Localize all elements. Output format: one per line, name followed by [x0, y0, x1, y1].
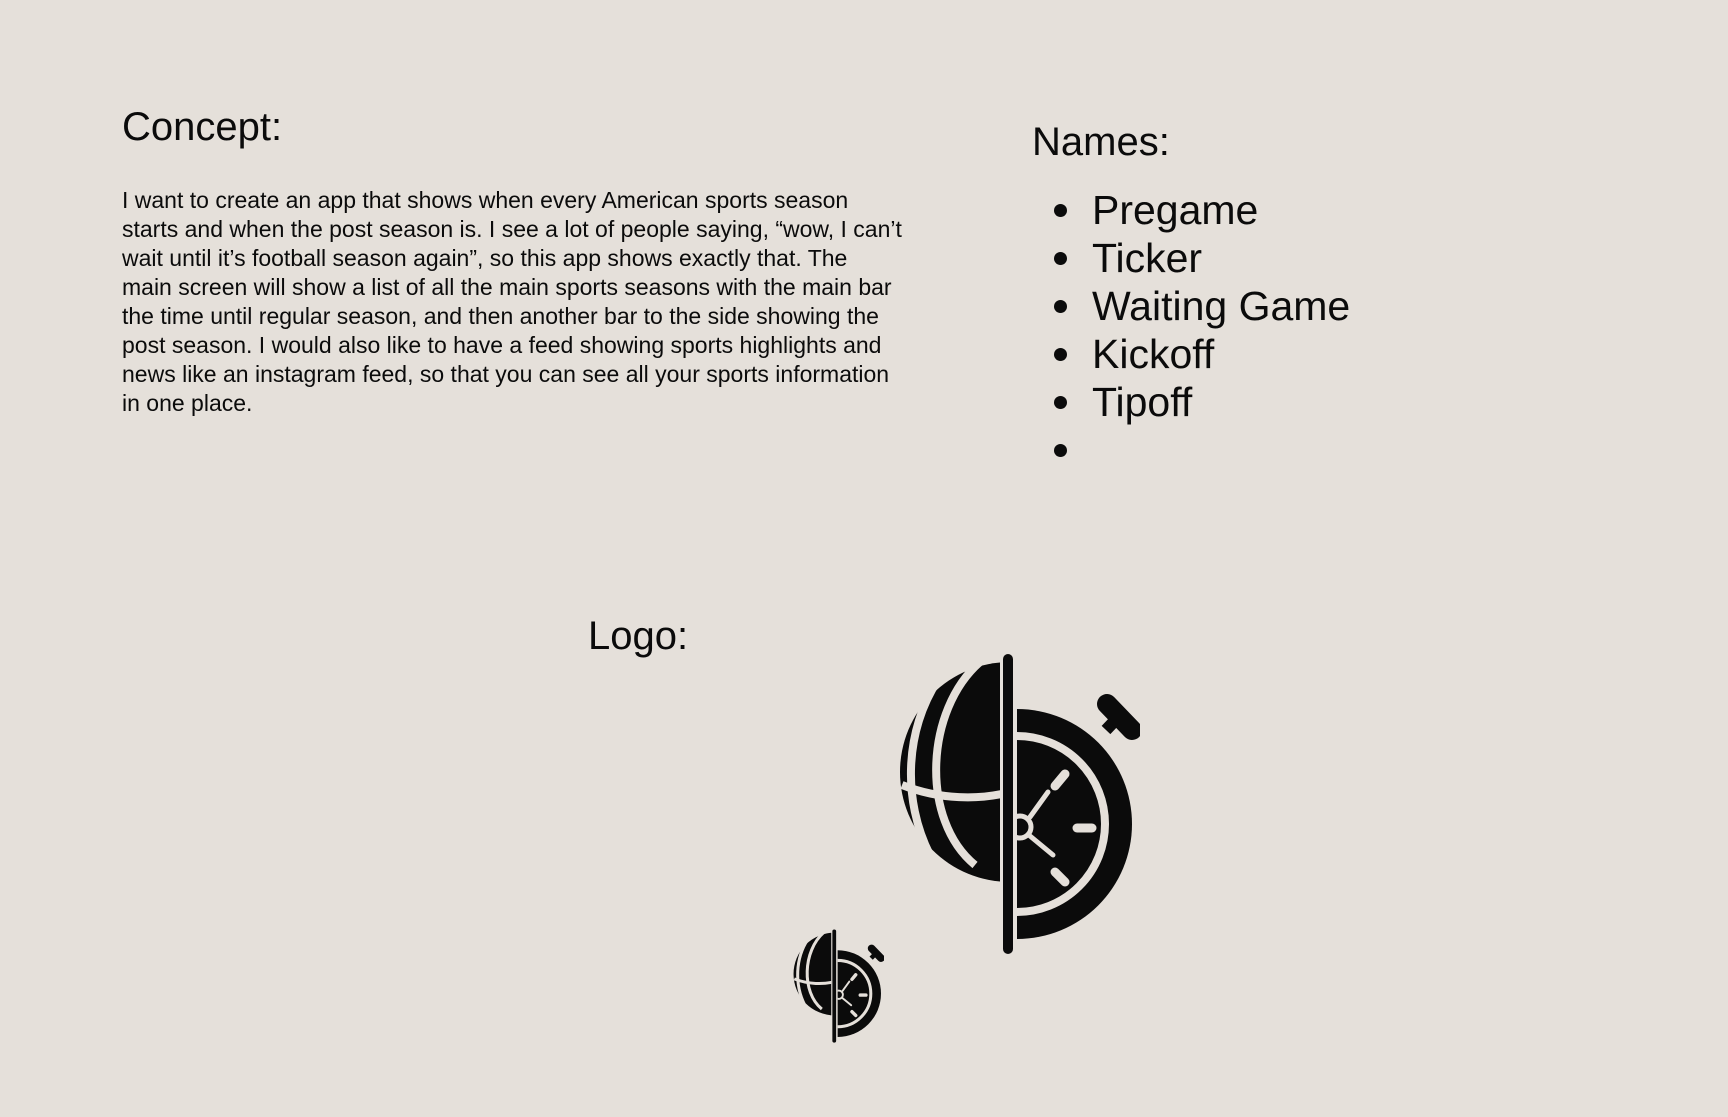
bullet-icon — [1054, 396, 1067, 409]
basketball-stopwatch-small-icon — [786, 928, 884, 1043]
name-item — [1092, 186, 1350, 234]
bullet-icon — [1054, 300, 1067, 313]
name-item-label: Waiting Game — [1092, 283, 1351, 329]
concept-heading: Concept: — [122, 105, 283, 149]
names-list — [1032, 186, 1350, 474]
names-heading: Names: — [1032, 120, 1170, 164]
bullet-icon — [1054, 204, 1067, 217]
name-item — [1092, 282, 1350, 330]
bullet-icon — [1054, 348, 1067, 361]
name-item-label: Kickoff — [1092, 331, 1215, 377]
name-item — [1092, 330, 1350, 378]
bullet-icon — [1054, 444, 1067, 457]
name-item — [1092, 234, 1350, 282]
concept-description: I want to create an app that shows when every American sports season starts and when the post season is. I see a lot of people saying, “wow, I can’t wait until it’s football season again”, so this app shows exactly that. The main screen will show a list of all the main sports seasons with the main bar the time until regular season, and then another bar to the side showing the post season. I would also like to have a feed showing sports highlights and news like an instagram feed, so that you can see all your sports information in one place. — [122, 187, 902, 416]
name-item — [1092, 378, 1350, 426]
logo-heading: Logo: — [588, 614, 689, 658]
bullet-icon — [1054, 252, 1067, 265]
name-item-empty — [1092, 426, 1350, 474]
name-item-label: Tipoff — [1092, 379, 1193, 425]
name-item-label: Ticker — [1092, 235, 1203, 281]
basketball-stopwatch-icon — [880, 650, 1140, 955]
name-item-label: Pregame — [1092, 187, 1259, 233]
